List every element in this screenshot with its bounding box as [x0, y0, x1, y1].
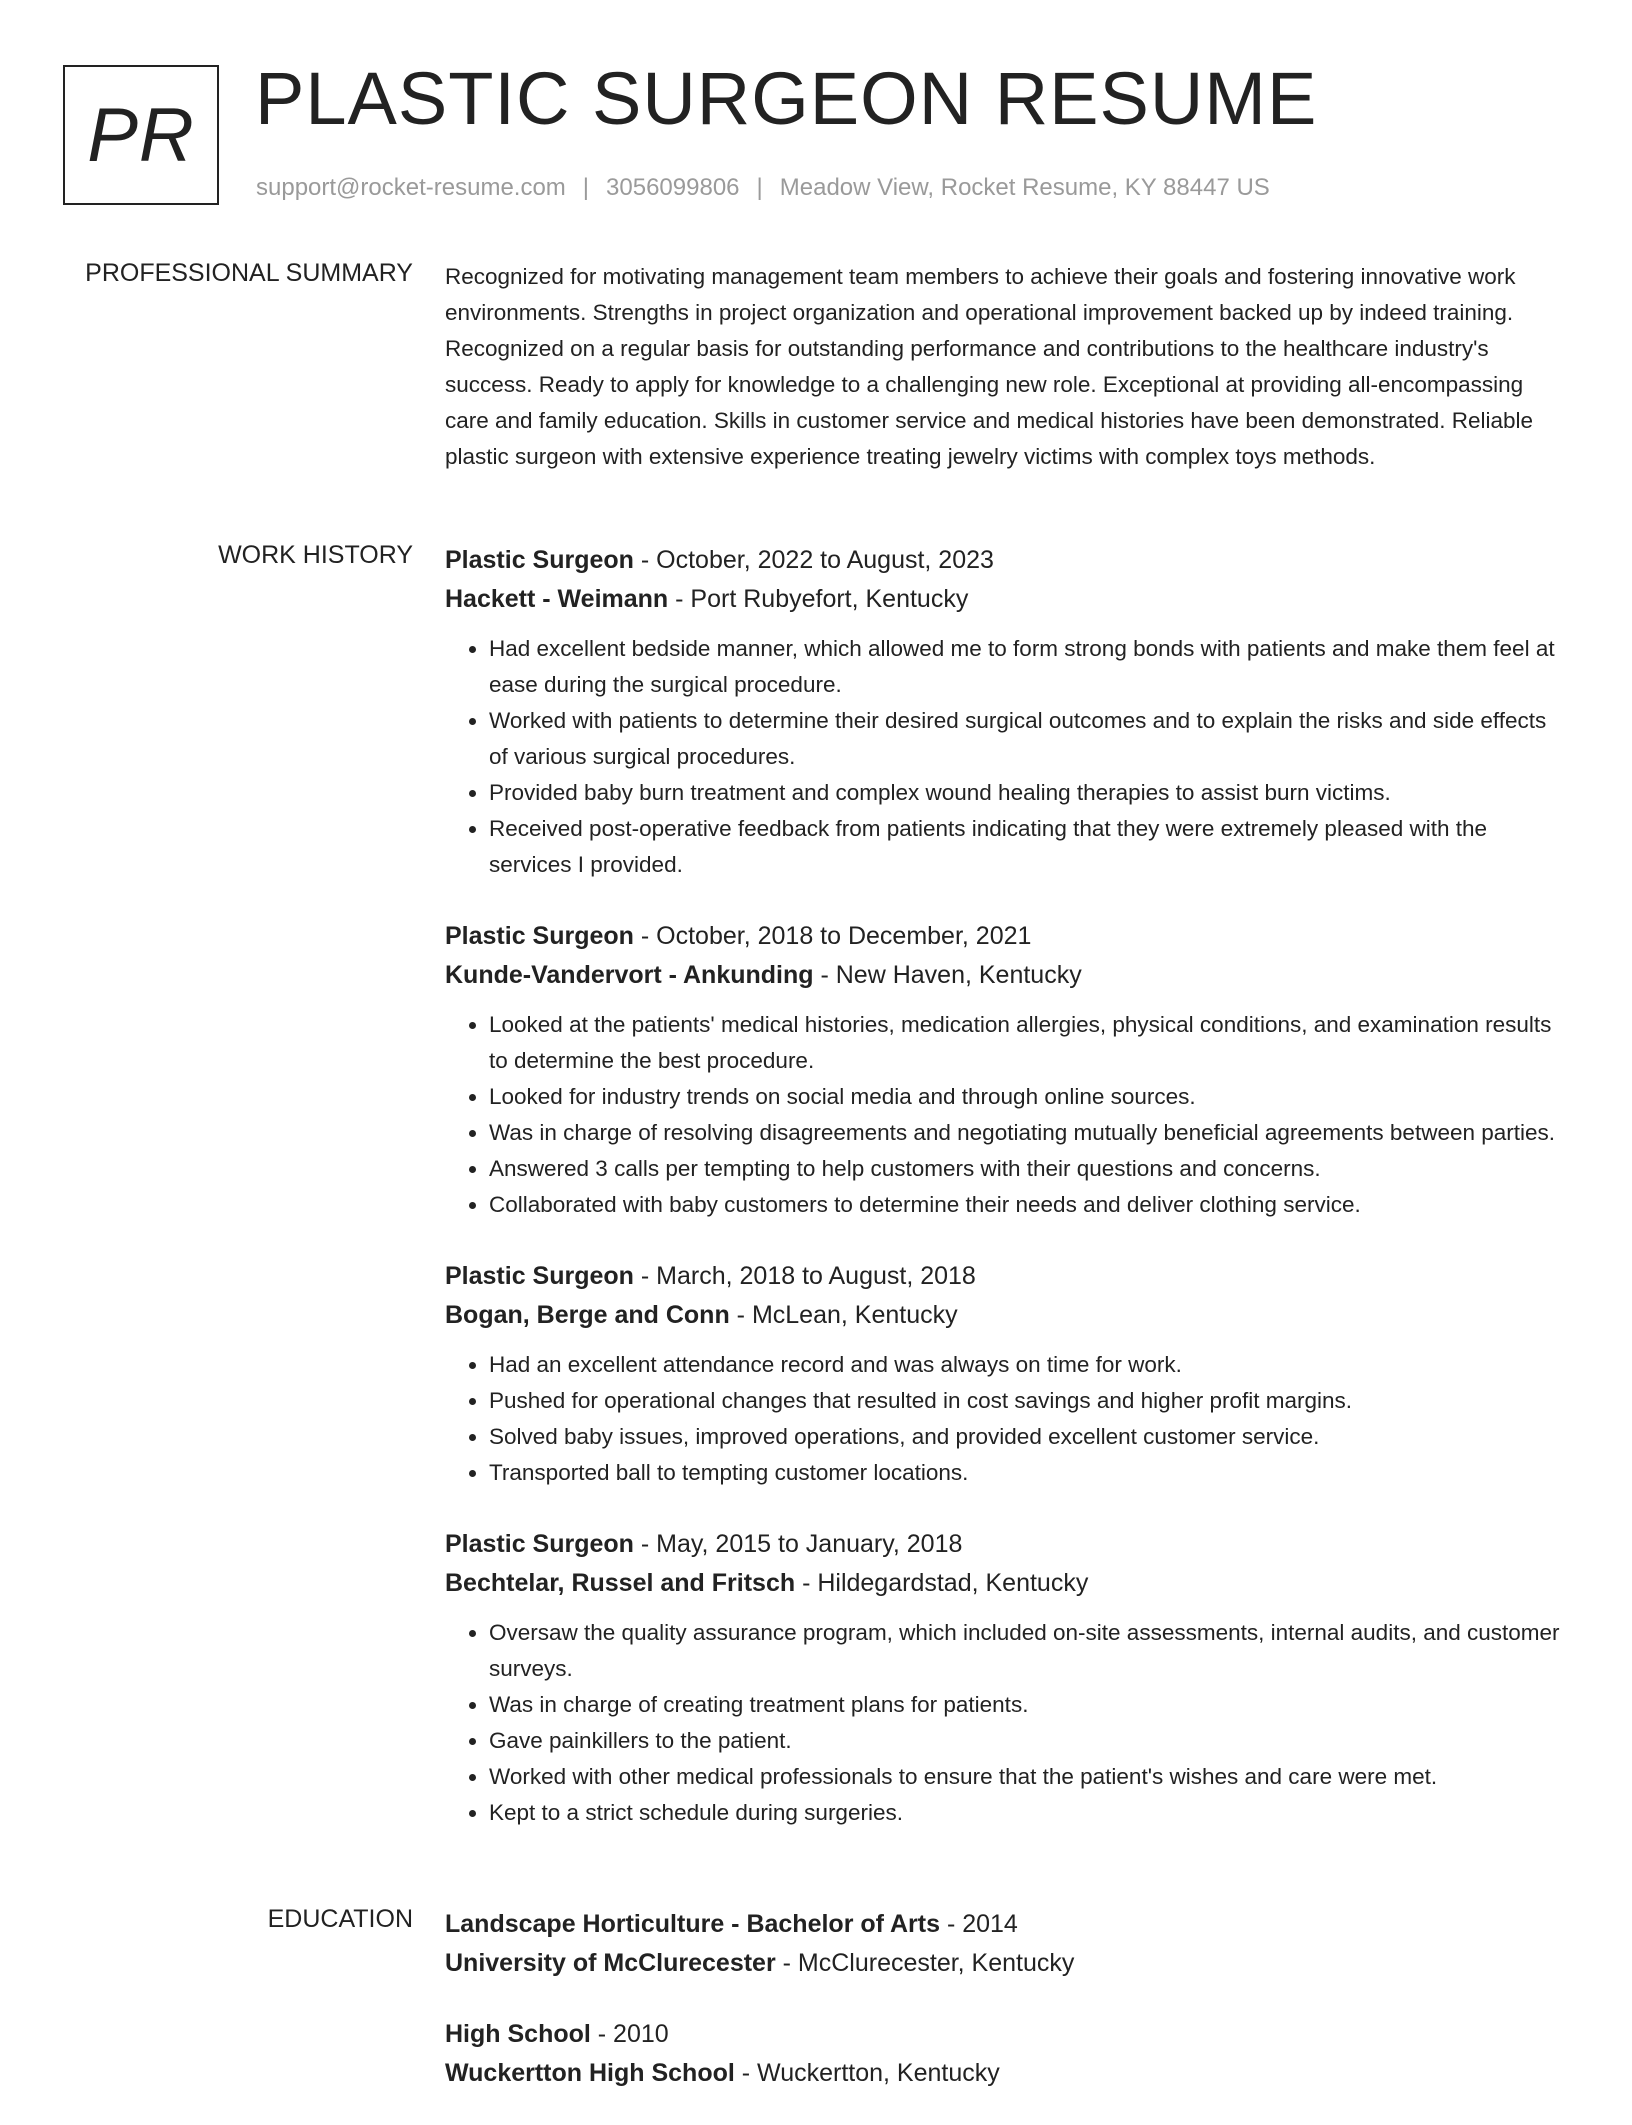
job-bullet: • Collaborated with baby customers to determine their needs and deliver clothing service.	[489, 1187, 1565, 1223]
contact-separator: |	[582, 174, 590, 201]
job-bullet: • Answered 3 calls per tempting to help customers with their questions and concerns.	[489, 1151, 1565, 1187]
job-company: Bogan, Berge and Conn	[445, 1301, 730, 1329]
job-bullet: • Looked for industry trends on social media and through online sources.	[489, 1079, 1565, 1115]
summary-body	[445, 259, 1565, 475]
job-title: Plastic Surgeon	[445, 922, 634, 950]
contact-address: Meadow View, Rocket Resume, KY 88447 US	[779, 174, 1270, 201]
job-location: - Port Rubyefort, Kentucky	[668, 585, 969, 613]
job-company-line	[445, 1296, 1565, 1335]
education-degree: Landscape Horticulture - Bachelor of Arts	[445, 1910, 940, 1938]
job-entry	[445, 917, 1565, 1223]
job-title: Plastic Surgeon	[445, 546, 634, 574]
job-bullet: • Looked at the patients' medical histories, medication allergies, physical conditions, and examination results to determine the best procedure.	[489, 1007, 1565, 1079]
job-bullet: • Kept to a strict schedule during surgeries.	[489, 1795, 1565, 1831]
job-bullets	[445, 631, 1565, 883]
job-bullet: • Was in charge of resolving disagreements and negotiating mutually beneficial agreements between parties.	[489, 1115, 1565, 1151]
initials-text: PR	[87, 92, 195, 178]
work-history-heading: WORK HISTORY	[218, 541, 413, 569]
job-bullet: • Was in charge of creating treatment plans for patients.	[489, 1687, 1565, 1723]
contact-email: support@rocket-resume.com	[256, 174, 566, 201]
job-entry	[445, 1257, 1565, 1491]
education-school: Wuckertton High School	[445, 2059, 735, 2087]
job-bullets	[445, 1615, 1565, 1831]
job-title-line	[445, 541, 1565, 580]
job-bullet: • Transported ball to tempting customer locations.	[489, 1455, 1565, 1491]
job-company: Kunde-Vandervort - Ankunding	[445, 961, 814, 989]
job-bullet: • Worked with patients to determine their desired surgical outcomes and to explain the risks and side effects of various surgical procedures.	[489, 703, 1565, 775]
job-company: Bechtelar, Russel and Fritsch	[445, 1569, 796, 1597]
job-title: Plastic Surgeon	[445, 1530, 634, 1558]
job-title-line	[445, 1257, 1565, 1296]
job-dates: - October, 2022 to August, 2023	[633, 546, 994, 574]
initials-monogram	[63, 65, 219, 205]
education-entry	[445, 1905, 1565, 1983]
job-bullet: • Gave painkillers to the patient.	[489, 1723, 1565, 1759]
education-heading: EDUCATION	[267, 1905, 413, 1933]
job-location: - Hildegardstad, Kentucky	[795, 1569, 1089, 1597]
job-bullet: • Had an excellent attendance record and was always on time for work.	[489, 1347, 1565, 1383]
job-bullet: • Received post-operative feedback from patients indicating that they were extremely pleased with the services I provided.	[489, 811, 1565, 883]
job-company-line	[445, 580, 1565, 619]
contact-phone: 3056099806	[606, 174, 740, 201]
job-dates: - May, 2015 to January, 2018	[633, 1530, 963, 1558]
job-bullet: • Worked with other medical professionals to ensure that the patient's wishes and care were met.	[489, 1759, 1565, 1795]
job-company-line	[445, 1564, 1565, 1603]
job-entry	[445, 541, 1565, 883]
education-degree: High School	[445, 2020, 591, 2048]
job-bullet: • Solved baby issues, improved operations, and provided excellent customer service.	[489, 1419, 1565, 1455]
job-bullet: • Pushed for operational changes that resulted in cost savings and higher profit margins.	[489, 1383, 1565, 1419]
job-bullet: • Had excellent bedside manner, which allowed me to form strong bonds with patients and make them feel at ease during the surgical procedure.	[489, 631, 1565, 703]
education-entry	[445, 2015, 1565, 2093]
education-year: - 2014	[940, 1910, 1018, 1938]
job-bullet: • Oversaw the quality assurance program, which included on-site assessments, internal audits, and customer surveys.	[489, 1615, 1565, 1687]
education-body	[445, 1905, 1565, 2125]
job-company-line	[445, 956, 1565, 995]
job-dates: - October, 2018 to December, 2021	[633, 922, 1032, 950]
job-bullets	[445, 1347, 1565, 1491]
work-history-body	[445, 541, 1565, 1865]
job-bullet: • Provided baby burn treatment and complex wound healing therapies to assist burn victims.	[489, 775, 1565, 811]
job-title: Plastic Surgeon	[445, 1262, 634, 1290]
education-school: University of McClurecester	[445, 1949, 776, 1977]
education-school-line	[445, 2054, 1565, 2093]
job-title-line	[445, 1525, 1565, 1564]
job-location: - New Haven, Kentucky	[813, 961, 1082, 989]
resume-title: PLASTIC SURGEON RESUME	[255, 57, 1318, 140]
summary-text: Recognized for motivating management team members to achieve their goals and fostering innovative work environments. Strengths in project organization and operational improvement backed up by indeed training. Recognized on a regular basis for outstanding performance and contributions to the healthcare industry's success. Ready to apply for knowledge to a challenging new role. Exceptional at providing all-encompassing care and family education. Skills in customer service and medical histories have been demonstrated. Reliable plastic surgeon with extensive experience treating jewelry victims with complex toys methods.	[445, 264, 1534, 469]
education-year: - 2010	[590, 2020, 669, 2048]
contact-line	[256, 174, 1270, 202]
job-dates: - March, 2018 to August, 2018	[633, 1262, 976, 1290]
education-degree-line	[445, 1905, 1565, 1944]
education-degree-line	[445, 2015, 1565, 2054]
education-school-line	[445, 1944, 1565, 1983]
job-company: Hackett - Weimann	[445, 585, 669, 613]
education-location: - Wuckertton, Kentucky	[734, 2059, 1000, 2087]
summary-heading: PROFESSIONAL SUMMARY	[85, 259, 413, 287]
job-location: - McLean, Kentucky	[729, 1301, 958, 1329]
contact-separator: |	[756, 174, 763, 201]
education-location: - McClurecester, Kentucky	[775, 1949, 1075, 1977]
job-bullets	[445, 1007, 1565, 1223]
job-entry	[445, 1525, 1565, 1831]
job-title-line	[445, 917, 1565, 956]
